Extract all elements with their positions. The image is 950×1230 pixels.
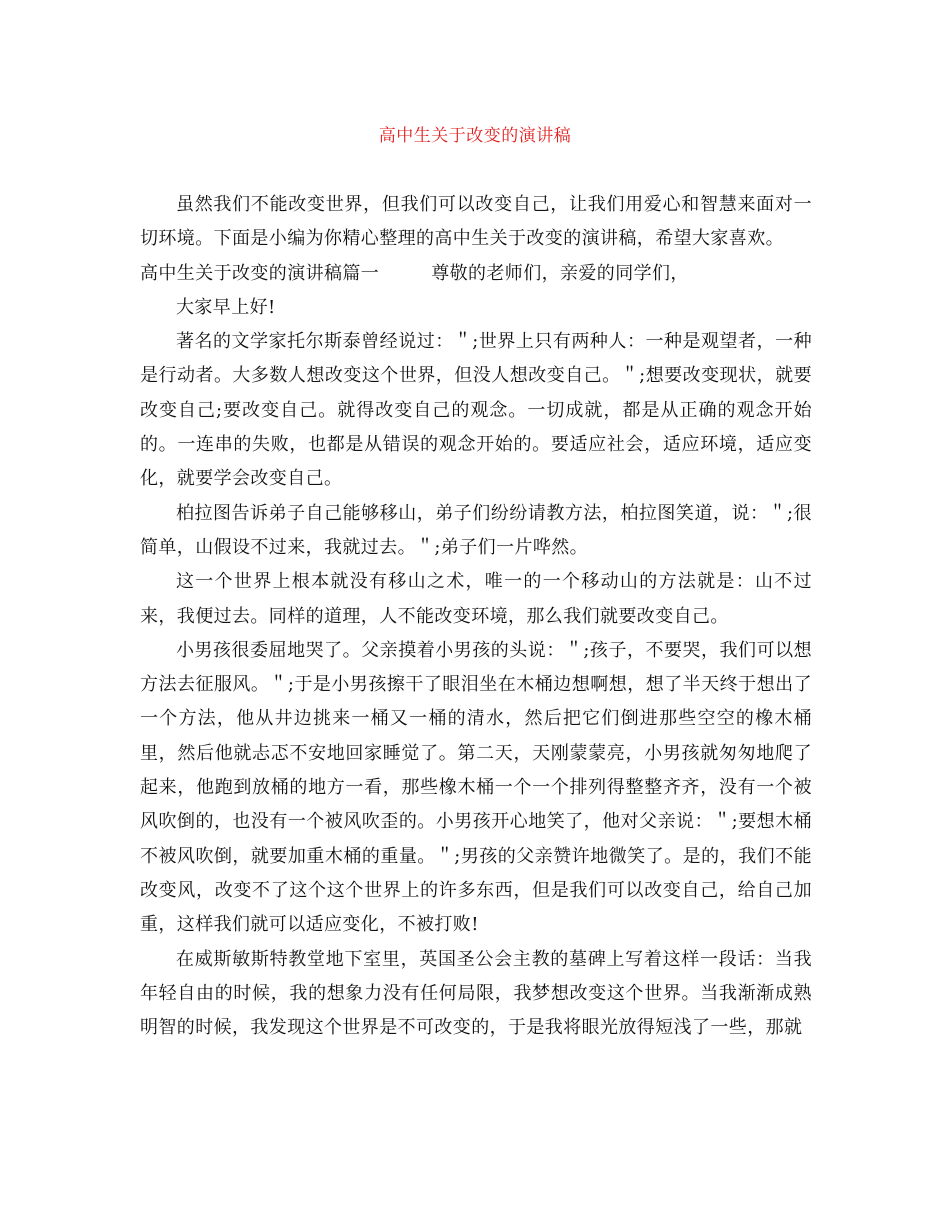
greeting-paragraph: 大家早上好! bbox=[176, 296, 276, 318]
tolstoy-paragraph: 著名的文学家托尔斯泰曾经说过：＂;世界上只有两种人：一种是观望者，一种是行动者。大多数人想改变这个世界，但没人想改变自己。＂;想要改变现状，就要改变自己;要改变自己。就得改变自己的观念。一切成就，都是从正确的观念开始的。一连串的失败，也都是从错误的观念开始的。要适应社会，适应环境，适应变化，就要学会改变自己。 bbox=[140, 331, 812, 490]
mountain-paragraph: 这一个世界上根本就没有移山之术，唯一的一个移动山的方法就是：山不过来，我便过去。同样的道理，人不能改变环境，那么我们就要改变自己。 bbox=[140, 571, 812, 627]
document-title: 高中生关于改变的演讲稿 bbox=[378, 126, 572, 146]
plato-paragraph: 柏拉图告诉弟子自己能够移山，弟子们纷纷请教方法，柏拉图笑道，说：＂;很简单，山假设不过来，我就过去。＂;弟子们一片哗然。 bbox=[140, 502, 812, 558]
heading-line bbox=[140, 257, 812, 291]
intro-paragraph: 虽然我们不能改变世界，但我们可以改变自己，让我们用爱心和智慧来面对一切环境。下面是小编为你精心整理的高中生关于改变的演讲稿，希望大家喜欢。 bbox=[140, 194, 812, 250]
salutation: 尊敬的老师们，亲爱的同学们， bbox=[431, 262, 689, 284]
boy-story-paragraph: 小男孩很委屈地哭了。父亲摸着小男孩的头说：＂;孩子，不要哭，我们可以想方法去征服风。＂;于是小男孩擦干了眼泪坐在木桶边想啊想，想了半天终于想出了一个方法，他从井边挑来一桶又一桶的清水，然后把它们倒进那些空空的橡木桶里，然后他就忐忑不安地回家睡觉了。第二天，天刚蒙蒙亮，小男孩就匆匆地爬了起来，他跑到放桶的地方一看，那些橡木桶一个一个排列得整整齐齐，没有一个被风吹倒的，也没有一个被风吹歪的。小男孩开心地笑了，他对父亲说：＂;要想木桶不被风吹倒，就要加重木桶的重量。＂;男孩的父亲赞许地微笑了。是的，我们不能改变风，改变不了这个这个世界上的许多东西，但是我们可以改变自己，给自己加重，这样我们就可以适应变化，不被打败! bbox=[140, 639, 812, 936]
section-subheading: 高中生关于改变的演讲稿篇一 bbox=[140, 262, 380, 284]
document-body bbox=[140, 188, 812, 1045]
westminster-paragraph: 在威斯敏斯特教堂地下室里，英国圣公会主教的墓碑上写着这样一段话：当我年轻自由的时候，我的想象力没有任何局限，我梦想改变这个世界。当我渐渐成熟明智的时候，我发现这个世界是不可改变的，于是我将眼光放得短浅了一些，那就 bbox=[140, 948, 812, 1039]
